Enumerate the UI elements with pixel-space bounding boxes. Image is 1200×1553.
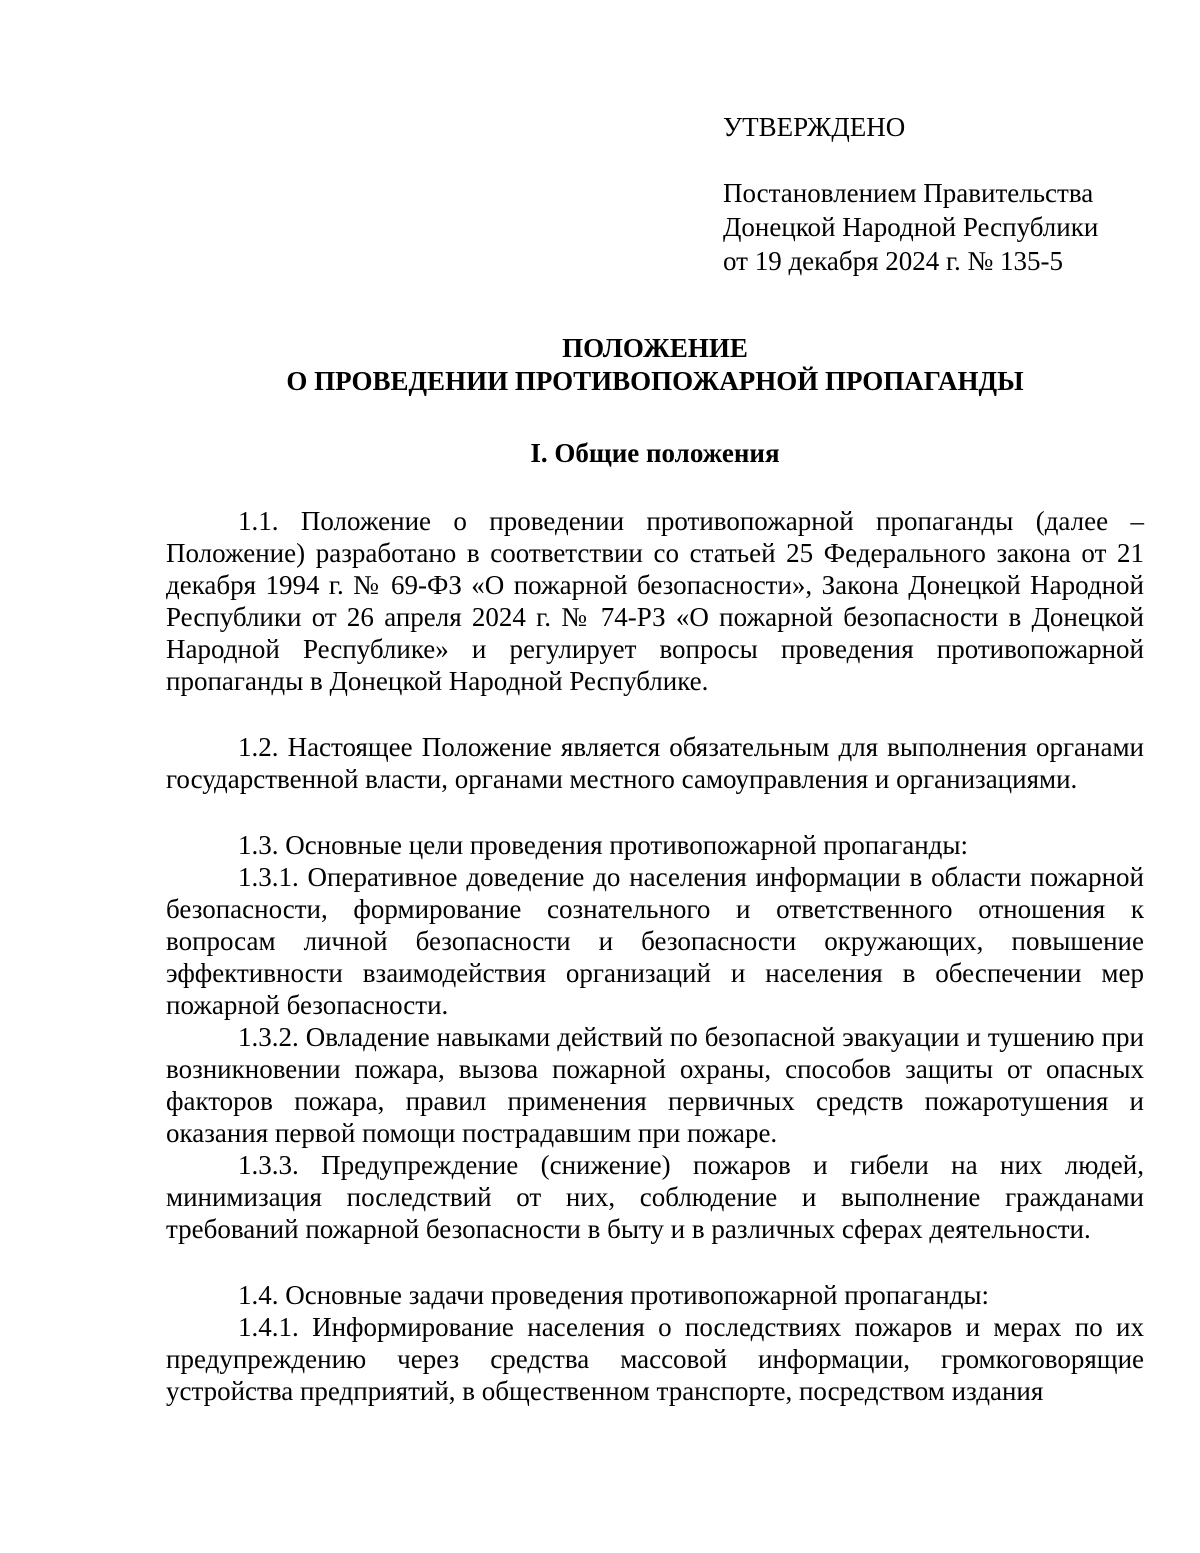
document-body [166, 505, 1144, 1407]
approval-stamp: УТВЕРЖДЕНО [723, 112, 906, 142]
approval-block [723, 110, 1163, 278]
paragraph-1-1: 1.1. Положение о проведении противопожарной пропаганды (далее – Положение) разработано в соответствии со статьей 25 Федерального закона от 21 декабря 1994 г. № 69-ФЗ «О пожарной безопасности», Закона Донецкой Народной Республики от 26 апреля 2024 г. № 74-РЗ «О пожарной безопасности в Донецкой Народной Республике» и регулирует вопросы проведения противопожарной пропаганды в Донецкой Народной Республике. [166, 506, 1144, 696]
paragraph-1-3-3: 1.3.3. Предупреждение (снижение) пожаров и гибели на них людей, минимизация последствий от них, соблюдение и выполнение гражданами требований пожарной безопасности в быту и в различных сферах деятельности. [166, 1150, 1144, 1244]
paragraph-1-4: 1.4. Основные задачи проведения противопожарной пропаганды: [238, 1280, 990, 1310]
paragraph-1-3-1: 1.3.1. Оперативное доведение до населения информации в области пожарной безопасности, формирование сознательного и ответственного отношения к вопросам личной безопасности и безопасности окружающих, повышение эффективности взаимодействия организаций и населения в обеспечении мер пожарной безопасности. [166, 862, 1144, 1020]
document-title-line-2: О ПРОВЕДЕНИИ ПРОТИВОПОЖАРНОЙ ПРОПАГАНДЫ [286, 366, 1024, 396]
paragraph-1-2: 1.2. Настоящее Положение является обязательным для выполнения органами государственной власти, органами местного самоуправления и организациями. [166, 732, 1144, 794]
document-title [166, 332, 1144, 398]
paragraph-1-3: 1.3. Основные цели проведения противопожарной пропаганды: [238, 830, 969, 860]
approval-line-authority: Постановлением Правительства [723, 178, 1094, 208]
section-heading: I. Общие положения [530, 438, 780, 468]
paragraph-1-3-2: 1.3.2. Овладение навыками действий по безопасной эвакуации и тушению при возникновении пожара, вызова пожарной охраны, способов защиты от опасных факторов пожара, правил применения первичных средств пожаротушения и оказания первой помощи пострадавшим при пожаре. [166, 1022, 1144, 1148]
paragraph-1-4-1: 1.4.1. Информирование населения о последствиях пожаров и мерах по их предупреждению через средства массовой информации, громкоговорящие устройства предприятий, в общественном транспорте, посредством издания [166, 1312, 1144, 1406]
approval-line-date-number: от 19 декабря 2024 г. № 135-5 [723, 246, 1064, 276]
approval-line-republic: Донецкой Народной Республики [723, 212, 1099, 242]
document-title-line-1: ПОЛОЖЕНИЕ [562, 333, 748, 363]
